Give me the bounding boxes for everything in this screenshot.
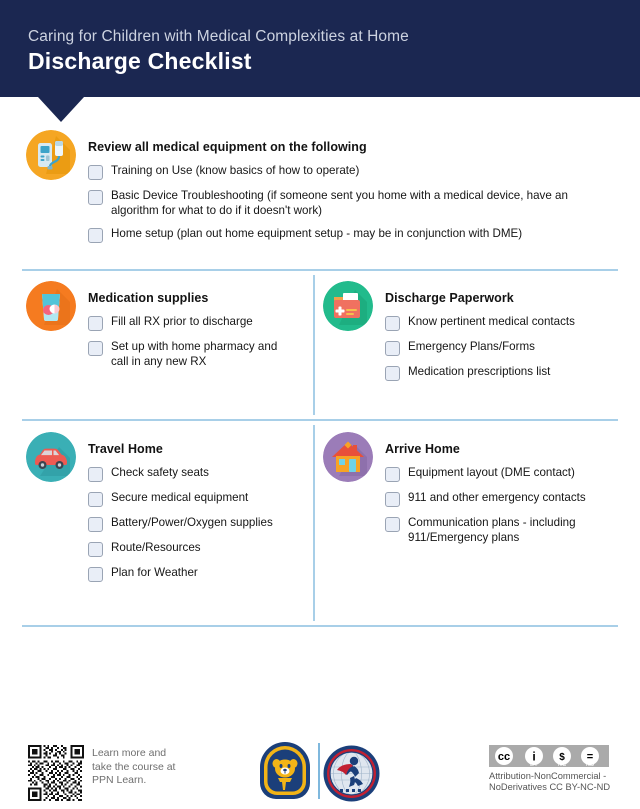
- section-divider-1: [22, 269, 618, 271]
- checkbox[interactable]: [385, 517, 400, 532]
- section-items: [88, 315, 296, 378]
- checklist-item[interactable]: [385, 516, 617, 545]
- checkbox[interactable]: [88, 190, 103, 205]
- section-title: Review all medical equipment on the following: [88, 140, 367, 154]
- car-icon: [26, 432, 76, 482]
- checkbox[interactable]: [88, 492, 103, 507]
- section-divider-3: [22, 625, 618, 627]
- checklist-item-label: Battery/Power/Oxygen supplies: [111, 516, 273, 529]
- page-header: [0, 0, 640, 97]
- checkbox[interactable]: [88, 165, 103, 180]
- section-items: [88, 164, 616, 252]
- header-notch-triangle: [38, 97, 84, 122]
- checklist-item[interactable]: [88, 227, 616, 243]
- checklist-item[interactable]: [385, 340, 610, 356]
- checkbox[interactable]: [88, 467, 103, 482]
- checklist-item-label: Plan for Weather: [111, 566, 198, 579]
- checkbox[interactable]: [385, 341, 400, 356]
- checklist-item-label: Home setup (plan out home equipment setup - may be in conjunction with DME): [111, 227, 523, 241]
- section-items: [88, 466, 303, 591]
- checklist-item[interactable]: [88, 340, 296, 369]
- column-divider-upper: [313, 275, 315, 415]
- svg-text:ND: ND: [585, 762, 595, 768]
- checkbox[interactable]: [88, 517, 103, 532]
- checkbox[interactable]: [88, 316, 103, 331]
- section-divider-2: [22, 419, 618, 421]
- checklist-item-label: Emergency Plans/Forms: [408, 340, 535, 353]
- checklist-item-label: Training on Use (know basics of how to operate): [111, 164, 360, 177]
- svg-text:BY: BY: [529, 762, 539, 768]
- checkbox[interactable]: [385, 316, 400, 331]
- section-title: Medication supplies: [88, 291, 209, 305]
- section-title: Travel Home: [88, 442, 163, 456]
- checklist-item[interactable]: [88, 164, 616, 180]
- checklist-item-label: Medication prescriptions list: [408, 365, 551, 378]
- house-icon: [323, 432, 373, 482]
- column-divider-lower: [313, 425, 315, 621]
- checklist-item-label: Fill all RX prior to discharge: [111, 315, 253, 328]
- checklist-item-label: 911 and other emergency contacts: [408, 491, 586, 504]
- checkbox[interactable]: [385, 492, 400, 507]
- checklist-item-label: Basic Device Troubleshooting (if someone sent you home with a medical device, have an algorithm for what to do if it doesn't work): [111, 189, 568, 217]
- checklist-item[interactable]: [88, 541, 303, 557]
- checklist-item[interactable]: [88, 566, 303, 582]
- section-title: Arrive Home: [385, 442, 460, 456]
- checkbox[interactable]: [88, 341, 103, 356]
- checklist-item-label: Secure medical equipment: [111, 491, 249, 504]
- checklist-item[interactable]: [88, 516, 303, 532]
- svg-text:cc: cc: [497, 751, 511, 763]
- qr-code-icon[interactable]: [28, 745, 84, 801]
- qr-caption: Learn more and take the course at PPN Learn.: [92, 747, 176, 786]
- svg-text:NC: NC: [557, 762, 567, 768]
- checklist-item-label: Route/Resources: [111, 541, 201, 554]
- checklist-item[interactable]: [88, 315, 296, 331]
- svg-text:$: $: [559, 752, 565, 763]
- checklist-item-label: Communication plans - including 911/Emergency plans: [408, 516, 576, 544]
- license-text: Attribution-NonCommercial -NoDerivatives CC BY-NC-ND: [489, 771, 611, 793]
- section-items: [385, 466, 617, 554]
- checklist-item[interactable]: [88, 466, 303, 482]
- section-title: Discharge Paperwork: [385, 291, 514, 305]
- checklist-item[interactable]: [385, 365, 610, 381]
- iv-pump-icon: [26, 130, 76, 180]
- medical-folder-icon: [323, 281, 373, 331]
- checklist-item[interactable]: [88, 491, 303, 507]
- checkbox[interactable]: [385, 366, 400, 381]
- checklist-item-label: Equipment layout (DME contact): [408, 466, 575, 479]
- checklist-item-label: Know pertinent medical contacts: [408, 315, 575, 328]
- checklist-item[interactable]: [88, 189, 616, 218]
- emergency-medical-services-for-children-logo: [256, 740, 314, 802]
- checkbox[interactable]: [88, 542, 103, 557]
- checklist-item-label: Check safety seats: [111, 466, 209, 479]
- page-title: Discharge Checklist: [28, 48, 252, 74]
- logo-divider: [318, 743, 320, 799]
- section-items: [385, 315, 610, 390]
- checklist-item[interactable]: [385, 315, 610, 331]
- checklist-item[interactable]: [385, 466, 617, 482]
- checklist-item-label: Set up with home pharmacy and call in any new RX: [111, 340, 278, 368]
- pill-glass-icon: [26, 281, 76, 331]
- checkbox[interactable]: [88, 228, 103, 243]
- checklist-item[interactable]: [385, 491, 617, 507]
- pediatric-pandemic-network-logo: [323, 745, 380, 802]
- checkbox[interactable]: [385, 467, 400, 482]
- checkbox[interactable]: [88, 567, 103, 582]
- svg-text:i: i: [532, 749, 536, 764]
- header-subtitle: Caring for Children with Medical Complexities at Home: [28, 28, 409, 45]
- svg-text:=: =: [586, 751, 594, 763]
